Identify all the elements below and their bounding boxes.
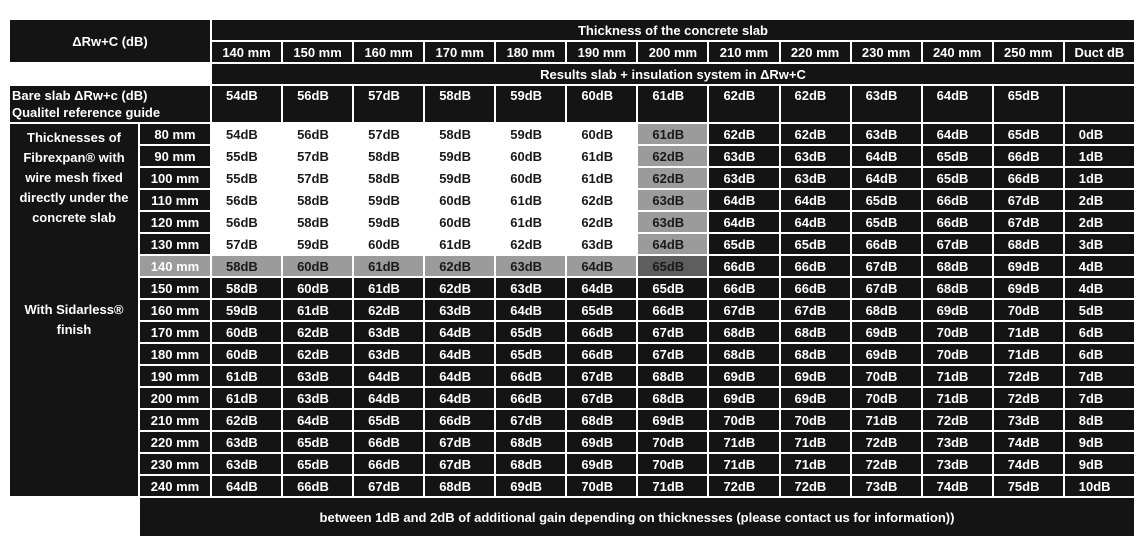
result-cell: 72dB (781, 476, 850, 496)
result-cell: 66dB (994, 168, 1063, 188)
result-cell: 57dB (283, 168, 352, 188)
result-cell: 70dB (567, 476, 636, 496)
insulation-thickness: 150 mm (140, 278, 210, 298)
result-cell: 67dB (781, 300, 850, 320)
result-cell: 61dB (354, 278, 423, 298)
table-title: Thickness of the concrete slab (212, 20, 1134, 40)
result-cell: 68dB (496, 432, 565, 452)
insulation-thickness: 90 mm (140, 146, 210, 166)
table-row (10, 234, 1134, 254)
result-cell: 65dB (354, 410, 423, 430)
result-cell: 58dB (354, 146, 423, 166)
result-cell: 63dB (638, 190, 707, 210)
result-cell: 65dB (638, 256, 707, 276)
footer-row (10, 498, 1134, 536)
result-cell: 72dB (852, 432, 921, 452)
result-cell: 66dB (709, 256, 778, 276)
insulation-thickness: 220 mm (140, 432, 210, 452)
result-cell: 67dB (709, 300, 778, 320)
result-cell: 71dB (781, 454, 850, 474)
result-cell: 59dB (354, 190, 423, 210)
result-cell: 70dB (923, 322, 992, 342)
result-cell: 1dB (1065, 168, 1134, 188)
result-cell: 59dB (496, 124, 565, 144)
result-cell: 68dB (496, 454, 565, 474)
result-cell: 71dB (994, 344, 1063, 364)
result-cell: 72dB (923, 410, 992, 430)
result-cell: 66dB (283, 476, 352, 496)
result-cell: 68dB (709, 344, 778, 364)
result-cell: 65dB (994, 124, 1063, 144)
result-cell: 60dB (212, 344, 281, 364)
result-cell: 61dB (354, 256, 423, 276)
result-cell: 64dB (567, 256, 636, 276)
result-cell: 71dB (781, 432, 850, 452)
result-cell: 74dB (994, 432, 1063, 452)
result-cell: 56dB (212, 190, 281, 210)
result-cell: 66dB (781, 278, 850, 298)
slab-thickness-header: Duct dB (1065, 42, 1134, 62)
result-cell: 66dB (923, 190, 992, 210)
bare-slab-value: 63dB (852, 86, 921, 122)
result-cell: 61dB (212, 388, 281, 408)
result-cell: 69dB (781, 388, 850, 408)
slab-thickness-header: 150 mm (283, 42, 352, 62)
result-cell: 62dB (567, 212, 636, 232)
slab-thickness-header: 230 mm (852, 42, 921, 62)
table-row (10, 168, 1134, 188)
result-cell: 61dB (496, 190, 565, 210)
result-cell: 69dB (496, 476, 565, 496)
result-cell: 65dB (496, 344, 565, 364)
slab-thickness-header: 250 mm (994, 42, 1063, 62)
result-cell: 71dB (923, 388, 992, 408)
result-cell: 70dB (852, 388, 921, 408)
result-cell: 65dB (283, 454, 352, 474)
blank-cell (10, 64, 210, 84)
result-cell: 71dB (709, 432, 778, 452)
result-cell: 72dB (852, 454, 921, 474)
result-cell: 10dB (1065, 476, 1134, 496)
result-cell: 64dB (354, 366, 423, 386)
result-cell: 69dB (567, 454, 636, 474)
table-row (10, 322, 1134, 342)
result-cell: 65dB (283, 432, 352, 452)
result-cell: 66dB (709, 278, 778, 298)
result-cell: 60dB (354, 234, 423, 254)
result-cell: 6dB (1065, 322, 1134, 342)
result-cell: 63dB (212, 432, 281, 452)
result-cell: 58dB (283, 190, 352, 210)
result-cell: 58dB (425, 124, 494, 144)
result-cell: 69dB (638, 410, 707, 430)
result-cell: 65dB (496, 322, 565, 342)
result-cell: 66dB (852, 234, 921, 254)
result-cell: 68dB (567, 410, 636, 430)
result-cell: 60dB (283, 278, 352, 298)
result-cell: 63dB (781, 146, 850, 166)
bare-slab-value: 62dB (709, 86, 778, 122)
result-cell: 66dB (638, 300, 707, 320)
result-cell: 66dB (496, 366, 565, 386)
corner-label: ΔRw+C (dB) (10, 20, 210, 62)
result-cell: 63dB (638, 212, 707, 232)
result-cell: 68dB (709, 322, 778, 342)
result-cell: 70dB (852, 366, 921, 386)
result-cell: 64dB (212, 476, 281, 496)
result-cell: 67dB (852, 278, 921, 298)
insulation-thickness: 180 mm (140, 344, 210, 364)
result-cell: 68dB (638, 366, 707, 386)
result-cell: 67dB (638, 344, 707, 364)
bare-slab-value: 60dB (567, 86, 636, 122)
result-cell: 62dB (638, 146, 707, 166)
result-cell: 67dB (923, 234, 992, 254)
result-cell: 0dB (1065, 124, 1134, 144)
result-cell: 66dB (496, 388, 565, 408)
result-cell: 63dB (496, 256, 565, 276)
result-cell: 65dB (709, 234, 778, 254)
result-cell: 70dB (781, 410, 850, 430)
result-cell: 62dB (709, 124, 778, 144)
result-cell: 65dB (781, 234, 850, 254)
result-cell: 63dB (567, 234, 636, 254)
insulation-thickness: 120 mm (140, 212, 210, 232)
result-cell: 65dB (852, 212, 921, 232)
bare-slab-label-line1: Bare slab ΔRw+c (dB) (12, 88, 148, 103)
slab-thickness-header: 200 mm (638, 42, 707, 62)
acoustic-performance-table-container (8, 18, 1136, 552)
result-cell: 69dB (781, 366, 850, 386)
slab-thickness-header: 160 mm (354, 42, 423, 62)
result-cell: 64dB (425, 366, 494, 386)
result-cell: 61dB (567, 168, 636, 188)
result-cell: 59dB (425, 168, 494, 188)
result-cell: 67dB (567, 388, 636, 408)
result-cell: 62dB (212, 410, 281, 430)
insulation-thickness: 230 mm (140, 454, 210, 474)
insulation-thickness: 190 mm (140, 366, 210, 386)
result-cell: 65dB (852, 190, 921, 210)
result-cell: 63dB (852, 124, 921, 144)
result-cell: 63dB (496, 278, 565, 298)
title-row (10, 20, 1134, 40)
result-cell: 57dB (354, 124, 423, 144)
table-row (10, 410, 1134, 430)
blank-cell (10, 498, 138, 536)
bare-slab-value: 56dB (283, 86, 352, 122)
result-cell: 66dB (425, 410, 494, 430)
result-cell: 64dB (709, 190, 778, 210)
result-cell: 68dB (923, 256, 992, 276)
result-cell: 61dB (283, 300, 352, 320)
table-row (10, 388, 1134, 408)
result-cell: 54dB (212, 124, 281, 144)
result-cell: 69dB (923, 300, 992, 320)
insulation-thickness: 210 mm (140, 410, 210, 430)
table-row (10, 432, 1134, 452)
table-row (10, 454, 1134, 474)
fibrexpan-label-part1: Thicknesses of Fibrexpan® with wire mesh fixed directly under the concrete slab (19, 130, 129, 225)
result-cell: 68dB (638, 388, 707, 408)
result-cell: 71dB (709, 454, 778, 474)
result-cell: 69dB (852, 322, 921, 342)
result-cell: 60dB (283, 256, 352, 276)
result-cell: 69dB (567, 432, 636, 452)
result-cell: 67dB (425, 454, 494, 474)
result-cell: 64dB (781, 190, 850, 210)
result-cell: 71dB (638, 476, 707, 496)
insulation-thickness: 110 mm (140, 190, 210, 210)
result-cell: 62dB (781, 124, 850, 144)
insulation-thickness: 140 mm (140, 256, 210, 276)
result-cell: 66dB (923, 212, 992, 232)
result-cell: 62dB (354, 300, 423, 320)
result-cell: 67dB (354, 476, 423, 496)
result-cell: 67dB (638, 322, 707, 342)
result-cell: 63dB (283, 366, 352, 386)
result-cell: 63dB (709, 146, 778, 166)
bare-slab-value: 61dB (638, 86, 707, 122)
result-cell: 68dB (781, 344, 850, 364)
result-cell: 61dB (212, 366, 281, 386)
result-cell: 63dB (212, 454, 281, 474)
result-cell: 63dB (781, 168, 850, 188)
result-cell: 73dB (852, 476, 921, 496)
result-cell: 61dB (496, 212, 565, 232)
result-cell: 67dB (994, 212, 1063, 232)
result-cell: 67dB (567, 366, 636, 386)
result-cell: 9dB (1065, 432, 1134, 452)
result-cell: 65dB (567, 300, 636, 320)
result-cell: 64dB (923, 124, 992, 144)
table-row (10, 124, 1134, 144)
result-cell: 64dB (852, 168, 921, 188)
result-cell: 57dB (283, 146, 352, 166)
result-cell: 69dB (709, 388, 778, 408)
result-cell: 58dB (283, 212, 352, 232)
result-cell: 59dB (212, 300, 281, 320)
slab-thickness-header: 220 mm (781, 42, 850, 62)
result-cell: 66dB (354, 454, 423, 474)
result-cell: 60dB (567, 124, 636, 144)
result-cell: 64dB (496, 300, 565, 320)
result-cell: 73dB (923, 454, 992, 474)
bare-slab-label (10, 86, 210, 122)
results-label-row (10, 64, 1134, 84)
result-cell: 72dB (994, 366, 1063, 386)
result-cell: 74dB (994, 454, 1063, 474)
bare-slab-value: 59dB (496, 86, 565, 122)
result-cell: 75dB (994, 476, 1063, 496)
result-cell: 66dB (567, 322, 636, 342)
insulation-thickness: 160 mm (140, 300, 210, 320)
result-cell: 55dB (212, 146, 281, 166)
result-cell: 67dB (425, 432, 494, 452)
table-row (10, 212, 1134, 232)
bare-slab-label-line2: Qualitel reference guide (12, 105, 161, 120)
result-cell: 65dB (923, 146, 992, 166)
result-cell: 62dB (283, 322, 352, 342)
result-cell: 73dB (994, 410, 1063, 430)
result-cell: 59dB (283, 234, 352, 254)
result-cell: 63dB (709, 168, 778, 188)
bare-slab-value: 58dB (425, 86, 494, 122)
result-cell: 66dB (354, 432, 423, 452)
result-cell: 64dB (781, 212, 850, 232)
result-cell: 63dB (283, 388, 352, 408)
table-row (10, 366, 1134, 386)
insulation-thickness: 80 mm (140, 124, 210, 144)
result-cell: 64dB (425, 344, 494, 364)
result-cell: 62dB (425, 256, 494, 276)
result-cell: 58dB (212, 256, 281, 276)
fibrexpan-label (10, 124, 138, 496)
result-cell: 59dB (354, 212, 423, 232)
table-row (10, 476, 1134, 496)
insulation-thickness: 200 mm (140, 388, 210, 408)
result-cell: 67dB (852, 256, 921, 276)
result-cell: 4dB (1065, 278, 1134, 298)
result-cell: 71dB (923, 366, 992, 386)
result-cell: 55dB (212, 168, 281, 188)
slab-thickness-header: 240 mm (923, 42, 992, 62)
slab-thickness-header: 170 mm (425, 42, 494, 62)
table-row (10, 256, 1134, 276)
result-cell: 64dB (425, 388, 494, 408)
table-row (10, 190, 1134, 210)
result-cell: 74dB (923, 476, 992, 496)
result-cell: 8dB (1065, 410, 1134, 430)
result-cell: 63dB (354, 322, 423, 342)
result-cell: 68dB (425, 476, 494, 496)
result-cell: 72dB (709, 476, 778, 496)
result-cell: 64dB (425, 322, 494, 342)
result-cell: 2dB (1065, 212, 1134, 232)
result-cell: 62dB (496, 234, 565, 254)
bare-slab-row (10, 86, 1134, 122)
insulation-thickness: 170 mm (140, 322, 210, 342)
result-cell: 56dB (212, 212, 281, 232)
fibrexpan-label-part2: With Sidarless® finish (24, 302, 124, 337)
footer-note: between 1dB and 2dB of additional gain depending on thicknesses (please contact us for information)) (140, 498, 1134, 536)
result-cell: 62dB (638, 168, 707, 188)
result-cell: 65dB (638, 278, 707, 298)
result-cell: 68dB (781, 322, 850, 342)
result-cell: 63dB (425, 300, 494, 320)
result-cell: 70dB (994, 300, 1063, 320)
result-cell: 64dB (852, 146, 921, 166)
result-cell: 64dB (638, 234, 707, 254)
result-cell: 6dB (1065, 344, 1134, 364)
result-cell: 61dB (638, 124, 707, 144)
bare-slab-value: 57dB (354, 86, 423, 122)
result-cell: 68dB (923, 278, 992, 298)
result-cell: 70dB (923, 344, 992, 364)
result-cell: 58dB (354, 168, 423, 188)
result-cell: 68dB (994, 234, 1063, 254)
result-cell: 62dB (425, 278, 494, 298)
result-cell: 70dB (709, 410, 778, 430)
table-row (10, 344, 1134, 364)
result-cell: 63dB (354, 344, 423, 364)
result-cell: 66dB (994, 146, 1063, 166)
result-cell: 69dB (994, 278, 1063, 298)
slab-thickness-header: 180 mm (496, 42, 565, 62)
bare-slab-value: 54dB (212, 86, 281, 122)
insulation-thickness: 240 mm (140, 476, 210, 496)
acoustic-performance-table (8, 18, 1136, 538)
result-cell: 61dB (425, 234, 494, 254)
table-row (10, 278, 1134, 298)
result-cell: 64dB (283, 410, 352, 430)
bare-slab-value: 64dB (923, 86, 992, 122)
result-cell: 9dB (1065, 454, 1134, 474)
result-cell: 71dB (852, 410, 921, 430)
result-cell: 1dB (1065, 146, 1134, 166)
result-cell: 72dB (994, 388, 1063, 408)
result-cell: 64dB (709, 212, 778, 232)
table-row (10, 146, 1134, 166)
result-cell: 65dB (923, 168, 992, 188)
result-cell: 67dB (496, 410, 565, 430)
slab-thickness-header: 210 mm (709, 42, 778, 62)
result-cell: 70dB (638, 454, 707, 474)
bare-slab-value: 62dB (781, 86, 850, 122)
result-cell: 73dB (923, 432, 992, 452)
result-cell: 2dB (1065, 190, 1134, 210)
result-cell: 69dB (852, 344, 921, 364)
result-cell: 71dB (994, 322, 1063, 342)
result-cell: 66dB (567, 344, 636, 364)
result-cell: 62dB (567, 190, 636, 210)
result-cell: 68dB (852, 300, 921, 320)
insulation-thickness: 130 mm (140, 234, 210, 254)
result-cell: 62dB (283, 344, 352, 364)
result-cell: 3dB (1065, 234, 1134, 254)
bare-slab-value: 65dB (994, 86, 1063, 122)
result-cell: 61dB (567, 146, 636, 166)
result-cell: 64dB (567, 278, 636, 298)
result-cell: 7dB (1065, 366, 1134, 386)
bare-slab-value (1065, 86, 1134, 122)
table-row (10, 300, 1134, 320)
result-cell: 4dB (1065, 256, 1134, 276)
result-cell: 60dB (212, 322, 281, 342)
slab-thickness-header: 190 mm (567, 42, 636, 62)
result-cell: 67dB (994, 190, 1063, 210)
result-cell: 64dB (354, 388, 423, 408)
result-cell: 56dB (283, 124, 352, 144)
result-cell: 60dB (496, 146, 565, 166)
result-cell: 60dB (496, 168, 565, 188)
results-label: Results slab + insulation system in ΔRw+C (212, 64, 1134, 84)
insulation-thickness: 100 mm (140, 168, 210, 188)
result-cell: 58dB (212, 278, 281, 298)
result-cell: 66dB (781, 256, 850, 276)
result-cell: 60dB (425, 190, 494, 210)
result-cell: 69dB (994, 256, 1063, 276)
result-cell: 5dB (1065, 300, 1134, 320)
result-cell: 60dB (425, 212, 494, 232)
slab-thickness-header: 140 mm (212, 42, 281, 62)
result-cell: 57dB (212, 234, 281, 254)
result-cell: 69dB (709, 366, 778, 386)
result-cell: 7dB (1065, 388, 1134, 408)
result-cell: 70dB (638, 432, 707, 452)
result-cell: 59dB (425, 146, 494, 166)
